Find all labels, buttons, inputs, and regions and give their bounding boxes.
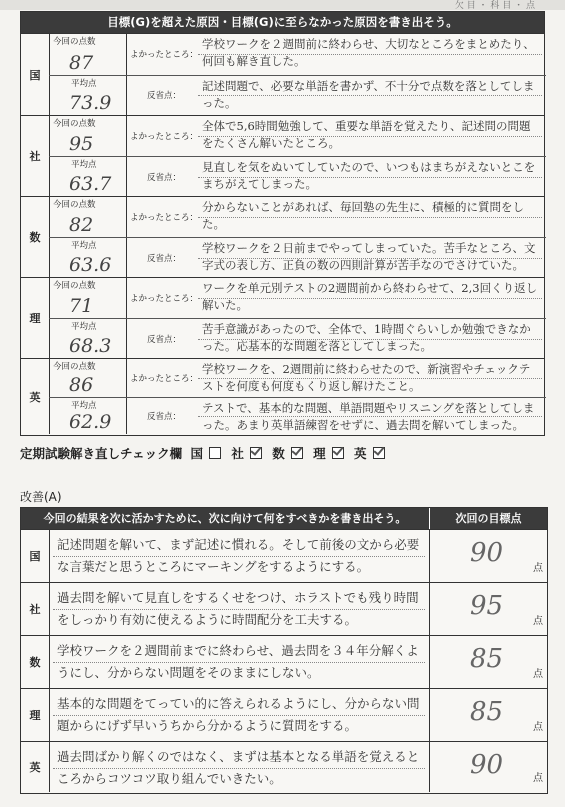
- improvement-heading: 今回の結果を次に活かすために、次に向けて何をすべきかを書き出そう。: [43, 512, 407, 525]
- reflection-row: [126, 75, 546, 116]
- goal-score: 85: [470, 644, 504, 674]
- average-label: 平均点: [71, 160, 97, 170]
- subject-row-social: [21, 115, 544, 196]
- subject-name: 数: [21, 636, 50, 688]
- goal-cell: [429, 636, 547, 688]
- improvement-text: 過去問ばかり解くのではなく、まずは基本となる単語を覚えるところからコツコツ取り組んでいきたい。: [57, 749, 420, 786]
- improvement-row-english: [21, 741, 547, 792]
- reflection-row: [126, 156, 546, 196]
- score-box: [49, 359, 126, 397]
- reflect-label: 反省点：: [146, 172, 181, 183]
- score-column: [49, 197, 127, 277]
- score-label: 今回の点数: [53, 362, 96, 372]
- average-box: [49, 75, 126, 116]
- good-points-row: [126, 197, 546, 237]
- score-value: 82: [69, 214, 94, 236]
- average-value: 63.7: [69, 173, 112, 195]
- score-label: 今回の点数: [53, 281, 96, 291]
- score-box: [49, 197, 126, 237]
- average-value: 62.9: [69, 411, 112, 433]
- average-box: [49, 156, 126, 196]
- goal-unit: 点: [533, 563, 543, 574]
- subject-row-math: [21, 196, 544, 277]
- good-label: よかったところ：: [130, 50, 199, 61]
- score-label: 今回の点数: [53, 37, 96, 47]
- reflect-text: 見直しを気をぬいてしていたので、いつもはまちがえないとこをまちがえてしまった。: [202, 160, 536, 191]
- good-text: 分からないことがあれば、毎回塾の先生に、積極的に質問をした。: [202, 200, 524, 231]
- goal-score: 90: [470, 750, 504, 780]
- good-text: ワークを单元別テストの2週間前から終わらせて、2,3回くり返し解いた。: [202, 281, 538, 312]
- improvement-table-heading: [21, 508, 547, 529]
- good-text: 全体で5,6時間勉強して、重要な単語を覚えたり、記述問の問題をたくさん解いたところ。: [202, 119, 531, 150]
- average-label: 平均点: [71, 322, 97, 332]
- goal-unit: 点: [533, 722, 543, 733]
- goal-cell: [429, 583, 547, 635]
- check-box-math[interactable]: [291, 447, 303, 459]
- review-checklist: [20, 444, 391, 462]
- reflect-label: 反省点：: [146, 91, 181, 102]
- reflect-text: 記述問題で、必要な単語を書かず、不十分で点数を落としてしまった。: [202, 78, 535, 110]
- good-points-row: [126, 278, 546, 318]
- improvement-table: [20, 507, 548, 794]
- good-points-row: [126, 359, 546, 397]
- good-label: よかったところ：: [130, 213, 199, 223]
- reflect-text: テストで、基本的な問題、単語問題やリスニングを落としてしまった。あまり英単語練習をせずに、過去問を解いてしまった。: [202, 400, 535, 432]
- check-item-science: 理: [313, 446, 326, 461]
- score-column: [49, 34, 127, 115]
- average-box: [49, 237, 126, 277]
- check-box-english[interactable]: [373, 447, 385, 459]
- subject-name: 国: [21, 530, 50, 582]
- subject-row-science: [21, 277, 544, 358]
- good-label: よかったところ：: [130, 373, 199, 384]
- score-label: 今回の点数: [53, 200, 96, 210]
- causes-table-heading: 目標(G)を超えた原因・目標(G)に至らなかった原因を書き出そう。: [21, 12, 544, 33]
- improvement-text: 過去問を解いて見直しをするくせをつけ、ホラストでも残り時間をしっかり有効に使えるように時間配分を工夫する。: [57, 590, 419, 627]
- goal-unit: 点: [533, 669, 543, 680]
- good-points-row: [126, 116, 546, 156]
- average-value: 73.9: [69, 92, 112, 114]
- subject-name: 社: [21, 116, 50, 196]
- goal-unit: 点: [533, 773, 543, 784]
- check-item-math: 数: [272, 446, 285, 461]
- good-points-row: [126, 34, 546, 75]
- score-value: 71: [69, 295, 94, 317]
- reflection-row: [126, 397, 546, 435]
- good-text: 学校ワークを、2週間前に終わらせたので、新演習やチェックテストを何度も何度もくり返し解けたこと。: [202, 362, 531, 393]
- subject-name: 理: [21, 278, 50, 358]
- check-box-social[interactable]: [250, 447, 262, 459]
- subject-name: 国: [21, 34, 50, 115]
- goal-cell: [429, 689, 547, 741]
- goal-score: 90: [470, 538, 504, 568]
- score-value: 87: [69, 51, 94, 74]
- improvement-row-social: [21, 582, 547, 635]
- score-box: [49, 34, 126, 75]
- score-box: [49, 116, 126, 156]
- average-value: 68.3: [69, 335, 112, 357]
- check-item-english: 英: [354, 446, 367, 461]
- goal-heading: 次回の目標点: [429, 508, 547, 529]
- subject-row-english: [21, 358, 544, 434]
- goal-cell: [429, 742, 547, 792]
- score-column: [49, 278, 127, 358]
- score-box: [49, 278, 126, 318]
- reflect-label: 反省点：: [146, 411, 181, 422]
- subject-name: 英: [21, 359, 50, 434]
- score-value: 86: [69, 373, 94, 396]
- goal-cell: [429, 530, 547, 582]
- causes-table: [20, 11, 545, 436]
- goal-score: 95: [470, 591, 504, 621]
- improvement-text: 記述問題を解いて、まず記述に慣れる。そして前後の文から必要な言葉だと思うところにマーキングをするようにする。: [57, 537, 420, 574]
- average-label: 平均点: [71, 400, 97, 411]
- reflection-row: [126, 237, 546, 277]
- good-label: よかったところ：: [130, 132, 199, 142]
- goal-score: 85: [470, 697, 504, 727]
- subject-name: 英: [21, 742, 50, 792]
- improvement-text: 基本的な問題をてってい的に答えられるようにし、分からない問題からにげず早いうちから分かるように質問をする。: [57, 696, 420, 733]
- checklist-label: 定期試験解き直しチェック欄: [20, 446, 183, 461]
- score-label: 今回の点数: [53, 119, 96, 129]
- good-label: よかったところ：: [130, 294, 199, 304]
- goal-unit: 点: [533, 616, 543, 627]
- reflection-row: [126, 318, 546, 358]
- check-box-japanese[interactable]: [209, 447, 221, 459]
- subject-row-japanese: [21, 33, 544, 115]
- improvement-row-math: [21, 635, 547, 688]
- average-box: [49, 397, 126, 435]
- subject-name: 数: [21, 197, 50, 277]
- average-value: 63.6: [69, 254, 112, 276]
- improvement-row-science: [21, 688, 547, 741]
- reflect-text: 学校ワークを２日前までやってしまっていた。苦手なところ、文字式の表し方、正負の数の四則計算が苦手なのでさけていた。: [202, 241, 536, 272]
- good-text: 学校ワークを２週間前に終わらせ、大切なところをまとめたり、何回も解き直した。: [202, 37, 535, 68]
- reflect-label: 反省点：: [146, 334, 181, 345]
- score-value: 95: [69, 133, 94, 155]
- improvement-section-title: 改善(A): [20, 490, 62, 504]
- check-item-social: 社: [231, 446, 244, 461]
- subject-name: 理: [21, 689, 50, 741]
- reflect-text: 苦手意識があったので、全体で、1時間ぐらいしか勉強できなかった。応基本的な問題を落としてしまった。: [202, 322, 531, 353]
- score-column: [49, 359, 127, 434]
- top-strip: [0, 0, 565, 10]
- subject-name: 社: [21, 583, 50, 635]
- average-label: 平均点: [71, 78, 97, 89]
- reflect-label: 反省点：: [146, 253, 181, 264]
- average-box: [49, 318, 126, 358]
- check-box-science[interactable]: [332, 447, 344, 459]
- header-fragment: 欠 目 ・ 科 目 ・ 点: [454, 1, 535, 11]
- improvement-text: 学校ワークを２週間前までに終わらせ、過去問を３４年分解くようにし、分からない問題をそのままにしない。: [57, 643, 419, 680]
- improvement-row-japanese: [21, 529, 547, 582]
- average-label: 平均点: [71, 241, 97, 251]
- score-column: [49, 116, 127, 196]
- check-item-japanese: 国: [190, 446, 204, 461]
